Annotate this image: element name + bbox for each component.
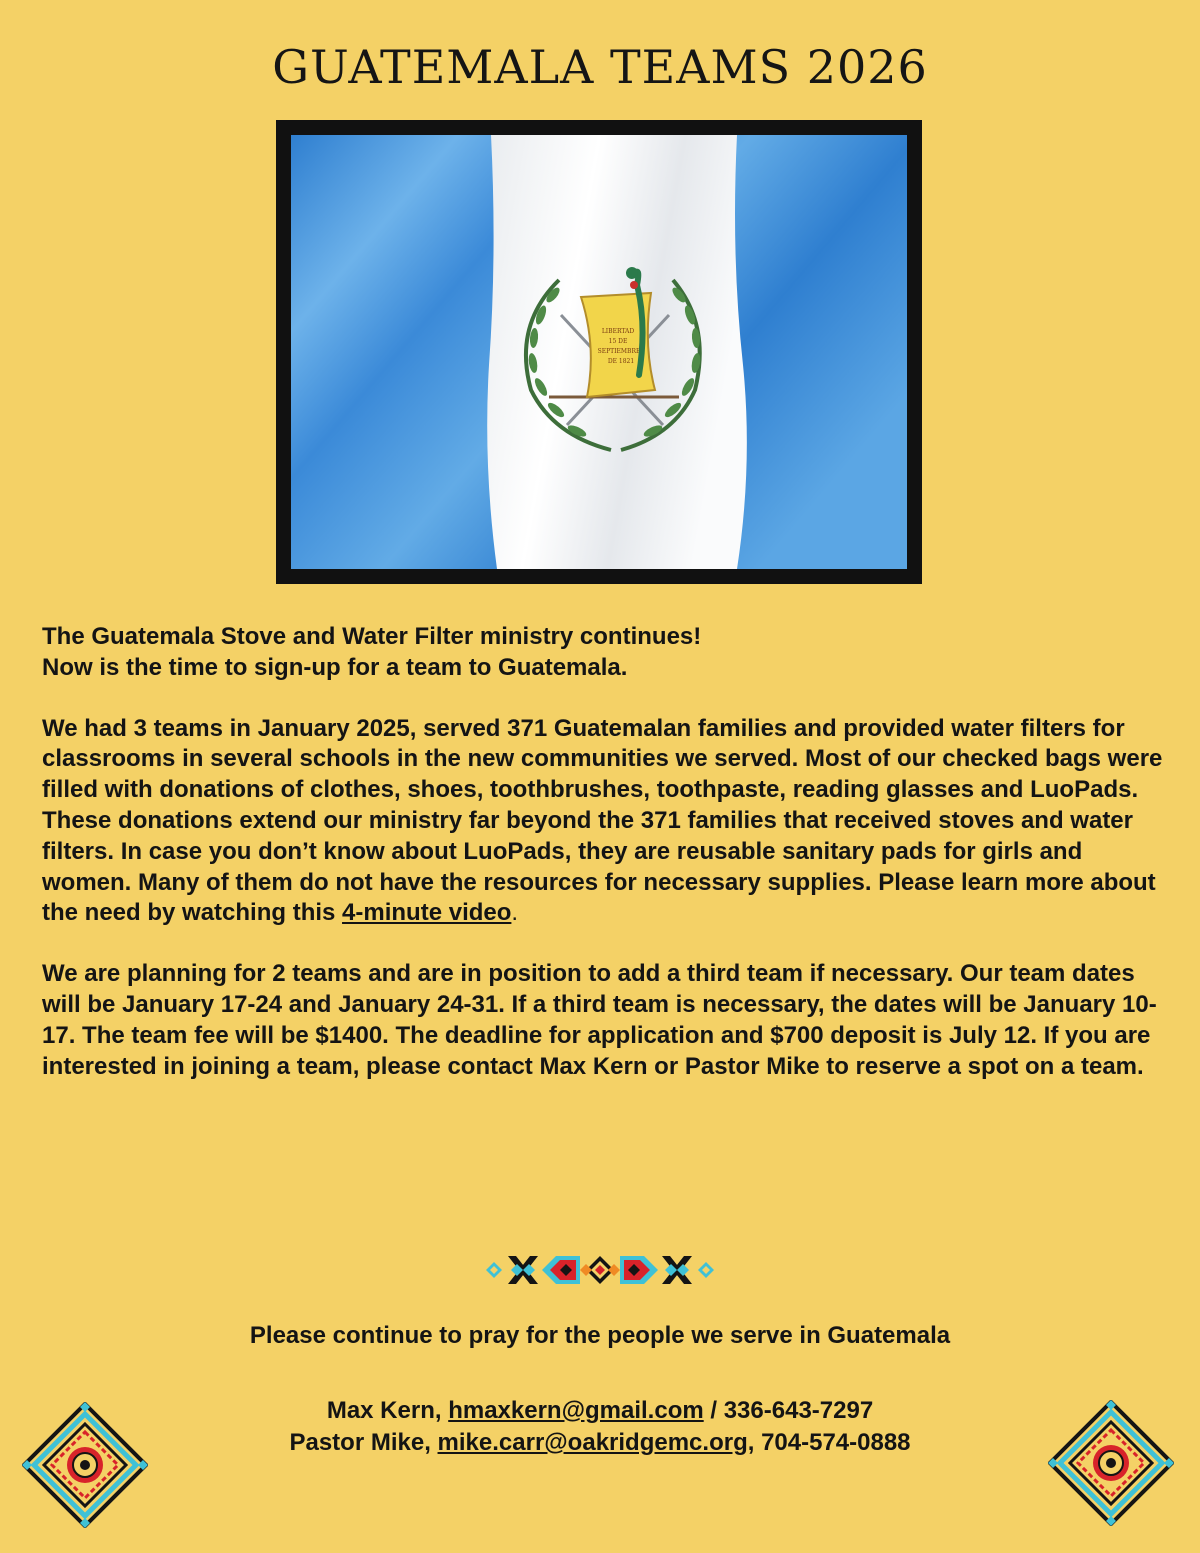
contact-pastor-mike <box>0 1427 1200 1459</box>
teams-summary-end: . <box>511 899 519 927</box>
decorative-ornament-icon <box>22 1402 148 1528</box>
video-link[interactable]: 4-minute video <box>342 899 512 927</box>
page-title: GUATEMALA TEAMS 2026 <box>272 40 928 94</box>
contact-name: Max Kern, <box>326 1397 449 1424</box>
scroll-text-4: DE 1821 <box>607 358 635 365</box>
contact-phone: / 336-643-7297 <box>703 1397 874 1424</box>
contact-info <box>0 1395 1200 1459</box>
contact-max-kern <box>0 1395 1200 1427</box>
guatemala-flag-image <box>291 135 907 569</box>
decorative-divider-icon <box>486 1250 714 1290</box>
email-link-mike[interactable]: mike.carr@oakridgemc.org <box>437 1429 748 1456</box>
scroll-text-2: 15 DE <box>608 338 628 345</box>
intro-line-2: Now is the time to sign-up for a team to Guatemala. <box>42 653 628 681</box>
teams-summary-paragraph <box>42 714 1172 930</box>
contact-name: Pastor Mike, <box>289 1429 438 1456</box>
flag-image-frame <box>276 120 922 584</box>
email-link-max[interactable]: hmaxkern@gmail.com <box>448 1397 704 1424</box>
intro-line-1: The Guatemala Stove and Water Filter ministry continues! <box>42 623 702 650</box>
prayer-request: Please continue to pray for the people we serve in Guatemala <box>249 1322 951 1349</box>
planning-paragraph: We are planning for 2 teams and are in position to add a third team if necessary. Our team dates will be January 17-24 and January 24-31. If a third team is necessary, the dates will be January 10-17. The team fee will be $1400. The deadline for application and $700 deposit is July 12. If you are interested in joining a team, please contact Max Kern or Pastor Mike to reserve a spot on a team. <box>42 960 1157 1080</box>
scroll-text-3: SEPTIEMBRE <box>597 348 641 355</box>
decorative-ornament-icon <box>1048 1400 1174 1526</box>
teams-summary-text: We had 3 teams in January 2025, served 371 Guatemalan families and provided water filters for classrooms in several schools in the new communities we served. Most of our checked bags were filled with donations of clothes, shoes, toothbrushes, toothpaste, reading glasses and LuoPads. These donations extend our ministry far beyond the 371 families that received stoves and water filters. In case you don’t know about LuoPads, they are reusable sanitary pads for girls and women. Many of them do not have the resources for necessary supplies. Please learn more about the need by watching this <box>42 714 1163 927</box>
intro-paragraph <box>42 622 1172 684</box>
contact-phone: , 704-574-0888 <box>747 1429 911 1456</box>
scroll-text-1: LIBERTAD <box>601 328 635 335</box>
body-text <box>42 622 1172 1082</box>
